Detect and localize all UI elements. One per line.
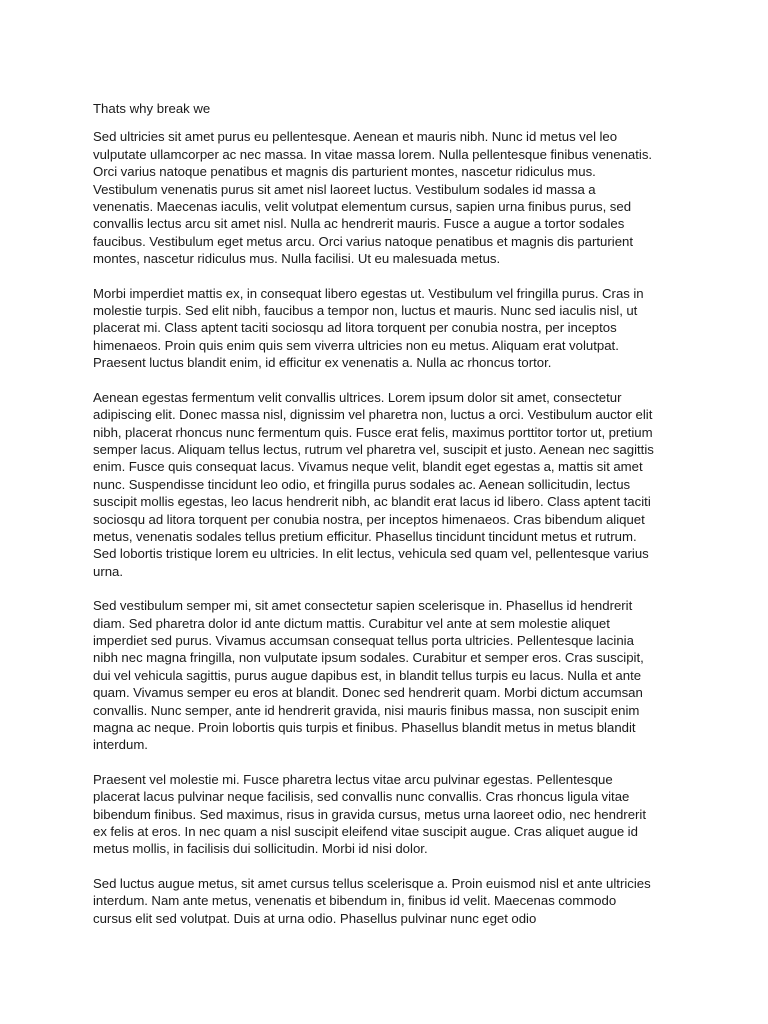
paragraph-3: Aenean egestas fermentum velit convallis ultrices. Lorem ipsum dolor sit amet, consectetur adipiscing elit. Donec massa nisl, dignissim vel pharetra non, luctus a orci. Vestibulum auctor elit nibh, placerat rhoncus nunc fermentum quis. Fusce erat felis, maximus porttitor tortor ut, pretium semper lacus. Aliquam tellus lectus, rutrum vel pharetra vel, suscipit et justo. Aenean nec sagittis enim. Fusce quis consequat lacus. Vivamus neque velit, blandit eget egestas a, mattis sit amet nunc. Suspendisse tincidunt leo odio, et fringilla purus sodales ac. Aenean sollicitudin, lectus suscipit mollis egestas, leo lacus hendrerit nibh, ac blandit erat lacus id libero. Class aptent taciti sociosqu ad litora torquent per conubia nostra, per inceptos himenaeos. Cras bibendum aliquet metus, venenatis sodales tellus pretium efficitur. Phasellus tincidunt tincidunt metus et rutrum. Sed lobortis tristique lorem eu ultricies. In elit lectus, vehicula sed quam vel, pellentesque varius urna. [93,389,654,579]
paragraph-4: Sed vestibulum semper mi, sit amet consectetur sapien scelerisque in. Phasellus id hendrerit diam. Sed pharetra dolor id ante dictum mattis. Curabitur vel ante at sem molestie aliquet imperdiet sed purus. Vivamus accumsan consequat tellus porta ultricies. Pellentesque lacinia nibh nec magna fringilla, non vulputate ipsum sodales. Curabitur et semper eros. Cras suscipit, dui vel vehicula sagittis, purus augue dapibus est, in blandit tellus turpis eu lacus. Nulla et ante quam. Vivamus semper eu eros at blandit. Donec sed hendrerit quam. Morbi dictum accumsan convallis. Nunc semper, ante id hendrerit gravida, nisi mauris finibus massa, non suscipit enim magna ac neque. Proin lobortis quis turpis et finibus. Phasellus blandit metus in metus blandit interdum. [93,598,644,753]
paragraph-1: Sed ultricies sit amet purus eu pellentesque. Aenean et mauris nibh. Nunc id metus vel leo vulputate ullamcorper ac nec massa. In vitae massa lorem. Nulla pellentesque finibus venenatis. Orci varius natoque penatibus et magnis dis parturient montes, nascetur ridiculus mus. Vestibulum venenatis purus sit amet nisl laoreet luctus. Vestibulum sodales id massa a venenatis. Maecenas iaculis, velit volutpat elementum cursus, sapien urna finibus purus, sed convallis lectus arcu sit amet nisl. Nulla ac hendrerit mauris. Fusce a augue a tortor sodales faucibus. Vestibulum eget metus arcu. Orci varius natoque penatibus et magnis dis parturient montes, nascetur ridiculus mus. Nulla facilisi. Ut eu malesuada metus. [93,129,653,267]
document-heading: Thats why break we [93,101,211,116]
paragraph-6: Sed luctus augue metus, sit amet cursus tellus scelerisque a. Proin euismod nisl et ante ultricies interdum. Nam ante metus, venenatis et bibendum in, finibus id velit. Maecenas commodo cursus elit sed volutpat. Duis at urna odio. Phasellus pulvinar nunc eget odio [93,875,651,926]
paragraph-5: Praesent vel molestie mi. Fusce pharetra lectus vitae arcu pulvinar egestas. Pellentesque placerat lacus pulvinar neque facilisis, sed convallis nunc convallis. Cras rhoncus ligula vitae bibendum finibus. Sed maximus, risus in gravida cursus, metus urna laoreet odio, nec hendrerit ex felis at eros. In nec quam a nisl suscipit eleifend vitae suscipit augue. Cras aliquet augue id metus mollis, in facilisis dui sollicitudin. Morbi id nisi dolor. [93,771,647,857]
document-page [93,100,658,944]
paragraph-2: Morbi imperdiet mattis ex, in consequat libero egestas ut. Vestibulum vel fringilla purus. Cras in molestie turpis. Sed elit nibh, faucibus a tempor non, luctus et mauris. Nunc sed iaculis nisl, ut placerat mi. Class aptent taciti sociosqu ad litora torquent per conubia nostra, per inceptos himenaeos. Proin quis enim quis sem viverra ultricies non eu metus. Aliquam erat volutpat. Praesent luctus blandit enim, id efficitur ex venenatis a. Nulla ac rhoncus tortor. [93,285,644,371]
